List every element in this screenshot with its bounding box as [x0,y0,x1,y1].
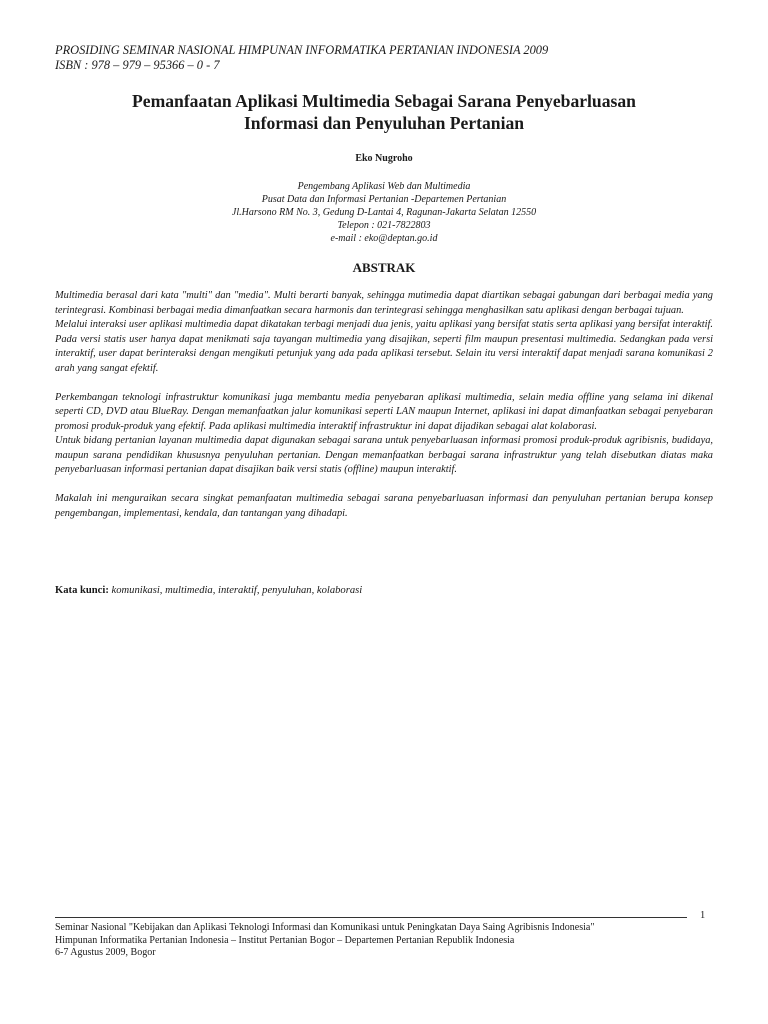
author-affiliation [0,180,768,245]
page-number: 1 [700,910,706,921]
abstract-paragraph: Untuk bidang pertanian layanan multimedia dapat digunakan sebagai sarana untuk penyebarluasan informasi promosi produk-produk agribisnis, budidaya, maupun sarana pendidikan khususnya penyuluhan pertanian. Dengan memanfaatkan berbagai sarana infrastruktur yang telah disebutkan diatas maka penyebarluasan informasi pertanian dapat disajikan baik versi statis (offline) maupun interaktif. [55,435,713,475]
footer-line: 6-7 Agustus 2009, Bogor [55,947,156,958]
affiliation-email: e-mail : eko@deptan.go.id [330,233,438,244]
title-line-1: Pemanfaatan Aplikasi Multimedia Sebagai Sarana Penyebarluasan [132,91,636,111]
keywords [55,585,713,596]
affiliation-address: Jl.Harsono RM No. 3, Gedung D-Lantai 4, Ragunan-Jakarta Selatan 12550 [231,207,537,218]
title-line-2: Informasi dan Penyuluhan Pertanian [243,113,525,133]
footer-divider [55,917,687,918]
footer-line: Himpunan Informatika Pertanian Indonesia – Institut Pertanian Bogor – Departemen Pertanian Republik Indonesia [55,934,515,946]
abstract-heading: ABSTRAK [352,260,416,275]
running-header [55,43,715,73]
page-footer [55,922,705,960]
paper-title [60,90,708,134]
isbn: ISBN : 978 – 979 – 95366 – 0 - 7 [55,58,220,72]
affiliation-line: Pengembang Aplikasi Web dan Multimedia [297,181,471,192]
keywords-value: komunikasi, multimedia, interaktif, penyuluhan, kolaborasi [111,585,363,596]
abstract-body [55,289,713,521]
affiliation-phone: Telepon : 021-7822803 [337,220,431,231]
author-name: Eko Nugroho [355,153,413,164]
proceedings-title: PROSIDING SEMINAR NASIONAL HIMPUNAN INFORMATIKA PERTANIAN INDONESIA 2009 [55,43,549,57]
abstract-paragraph: Melalui interaksi user aplikasi multimedia dapat dikatakan terbagi menjadi dua jenis, yaitu aplikasi yang bersifat statis serta aplikasi yang bersifat interaktif. Pada versi statis user hanya dapat menikmati saja tayangan multimedia yang disajikan, seperti film maupun presentasi multimedia. Sedangkan pada versi interaktif, user dapat berinteraksi dengan mengikuti petunjuk yang ada pada aplikasi tersebut. Selain itu versi interaktif dapat menjadi sarana komunikasi 2 arah yang sangat efektif. [55,319,714,374]
abstract-paragraph: Multimedia berasal dari kata "multi" dan "media". Multi berarti banyak, sehingga mutimedia dapat diartikan sebagai gabungan dari berbagai media yang terintegrasi. Kombinasi berbagai media dimanfaatkan secara harmonis dan terintegrasi sehingga menghasilkan satu aplikasi dengan berbagai tujuan. [55,290,713,316]
affiliation-line: Pusat Data dan Informasi Pertanian -Departemen Pertanian [261,194,507,205]
keywords-label: Kata kunci: [55,585,109,596]
abstract-paragraph: Perkembangan teknologi infrastruktur komunikasi juga membantu media penyebaran aplikasi multimedia, selain media offline yang selama ini dikenal seperti CD, DVD atau BlueRay. Dengan memanfaatkan jalur komunikasi seperti LAN maupun Internet, aplikasi ini dapat dimanfaatkan sebagai penyebaran promosi produk-produk yang efektif. Pada aplikasi multimedia interaktif infrastruktur ini dapat dijadikan sebagai alat kolaborasi. [55,391,713,432]
abstract-paragraph: Makalah ini menguraikan secara singkat pemanfaatan multimedia sebagai sarana penyebarluasan informasi dan penyuluhan pertanian berupa konsep pengembangan, implementasi, kendala, dan tantangan yang dihadapi. [55,493,713,519]
footer-line: Seminar Nasional "Kebijakan dan Aplikasi Teknologi Informasi dan Komunikasi untuk Peningkatan Daya Saing Agribisnis Indonesia" [55,922,595,933]
